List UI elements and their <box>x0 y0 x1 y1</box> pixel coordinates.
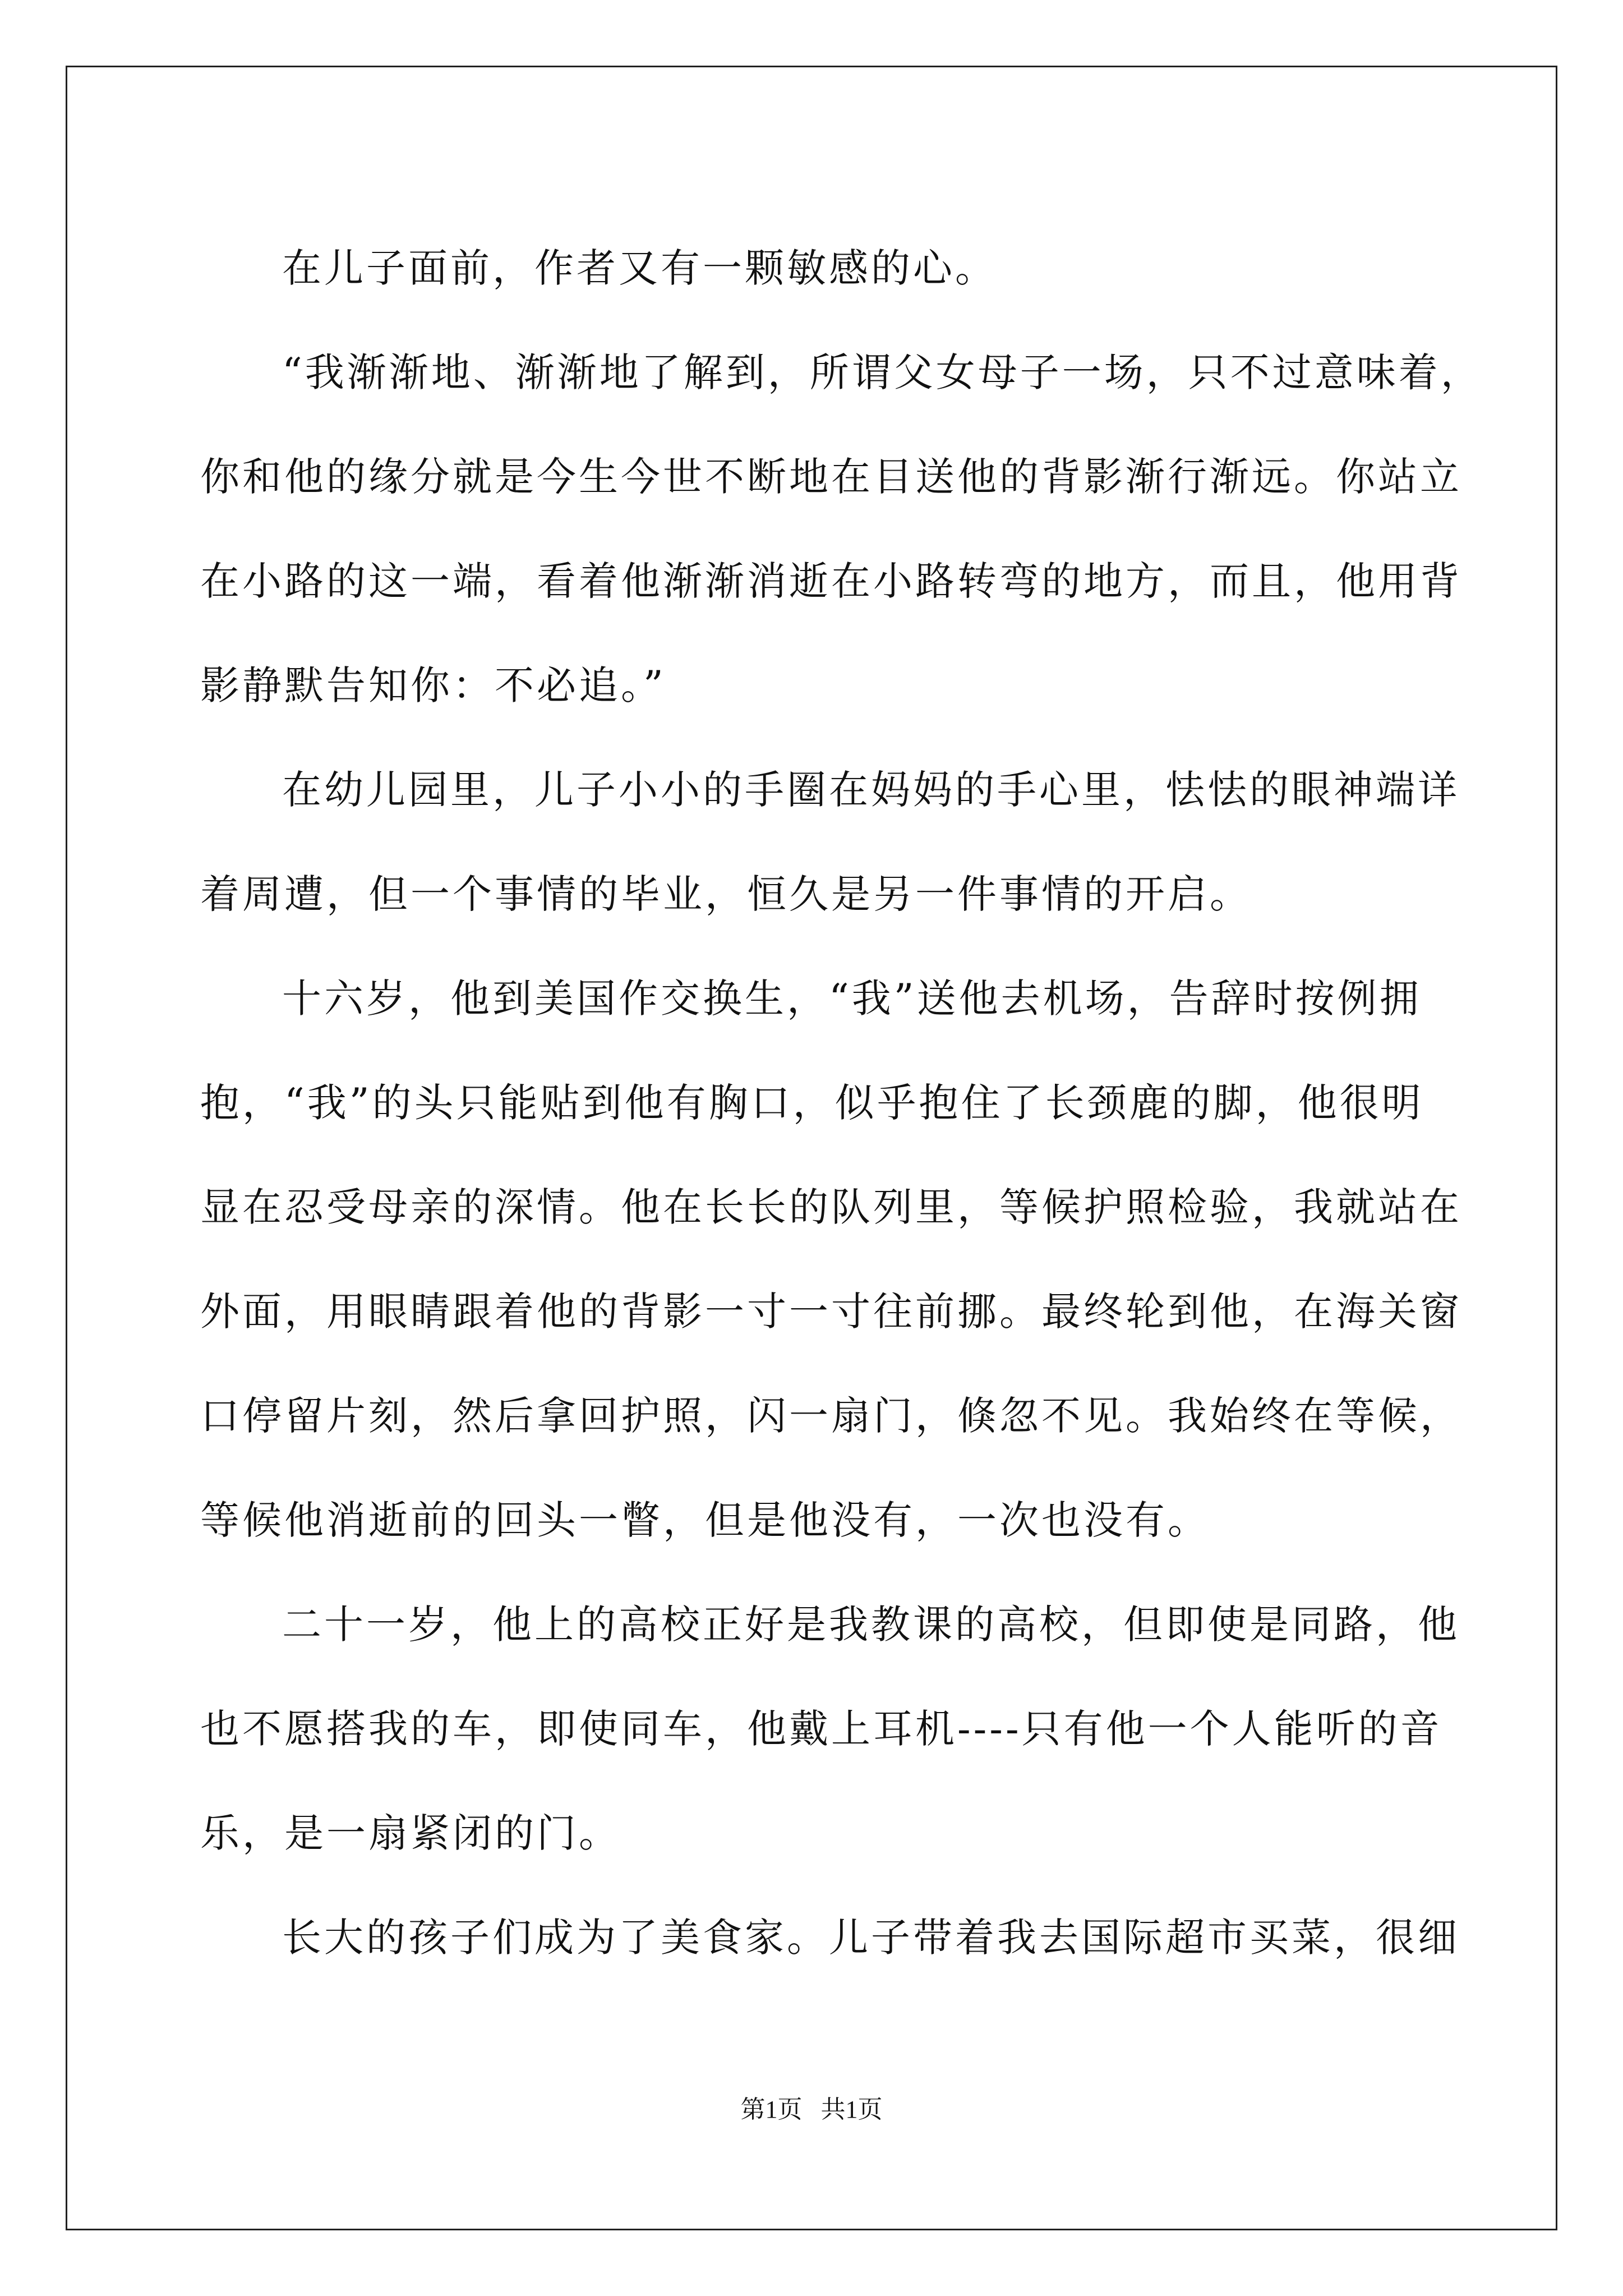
text-line: 二十一岁，他上的高校正好是我教课的高校，但即使是同路，他 <box>282 1602 1460 1648</box>
text-line: 你和他的缘分就是今生今世不断地在目送他的背影渐行渐远。你站立 <box>200 454 1462 500</box>
text-line: 外面，用眼睛跟着他的背影一寸一寸往前挪。最终轮到他，在海关窗 <box>200 1289 1462 1335</box>
text-line: 着周遭，但一个事情的毕业，恒久是另一件事情的开启。 <box>200 871 1252 917</box>
text-line: 也不愿搭我的车，即使同车，他戴上耳机----只有他一个人能听的音 <box>200 1706 1442 1752</box>
text-line: 抱，“我”的头只能贴到他有胸口，似乎抱住了长颈鹿的脚，他很明 <box>200 1080 1424 1126</box>
text-line: 十六岁，他到美国作交换生，“我”送他去机场，告辞时按例拥 <box>282 976 1422 1022</box>
text-line: 影静默告知你：不必追。” <box>200 662 666 708</box>
text-line: 在小路的这一端，看着他渐渐消逝在小路转弯的地方，而且，他用背 <box>200 558 1462 604</box>
text-line: 等候他消逝前的回头一瞥，但是他没有，一次也没有。 <box>200 1497 1210 1543</box>
page-footer: 第1页 共1页 <box>740 2096 883 2123</box>
text-line: 在幼儿园里，儿子小小的手圈在妈妈的手心里，怯怯的眼神端详 <box>282 767 1460 813</box>
text-line: 在儿子面前，作者又有一颗敏感的心。 <box>282 245 997 291</box>
text-line: 乐，是一扇紧闭的门。 <box>200 1810 621 1856</box>
text-line: 口停留片刻，然后拿回护照，闪一扇门，倏忽不见。我始终在等候， <box>200 1393 1462 1439</box>
text-line: 长大的孩子们成为了美食家。儿子带着我去国际超市买菜，很细 <box>282 1915 1460 1961</box>
text-line: “我渐渐地、渐渐地了解到，所谓父女母子一场，只不过意味着， <box>282 349 1483 395</box>
document-body <box>200 216 1483 1990</box>
text-line: 显在忍受母亲的深情。他在长长的队列里，等候护照检验，我就站在 <box>200 1184 1462 1230</box>
